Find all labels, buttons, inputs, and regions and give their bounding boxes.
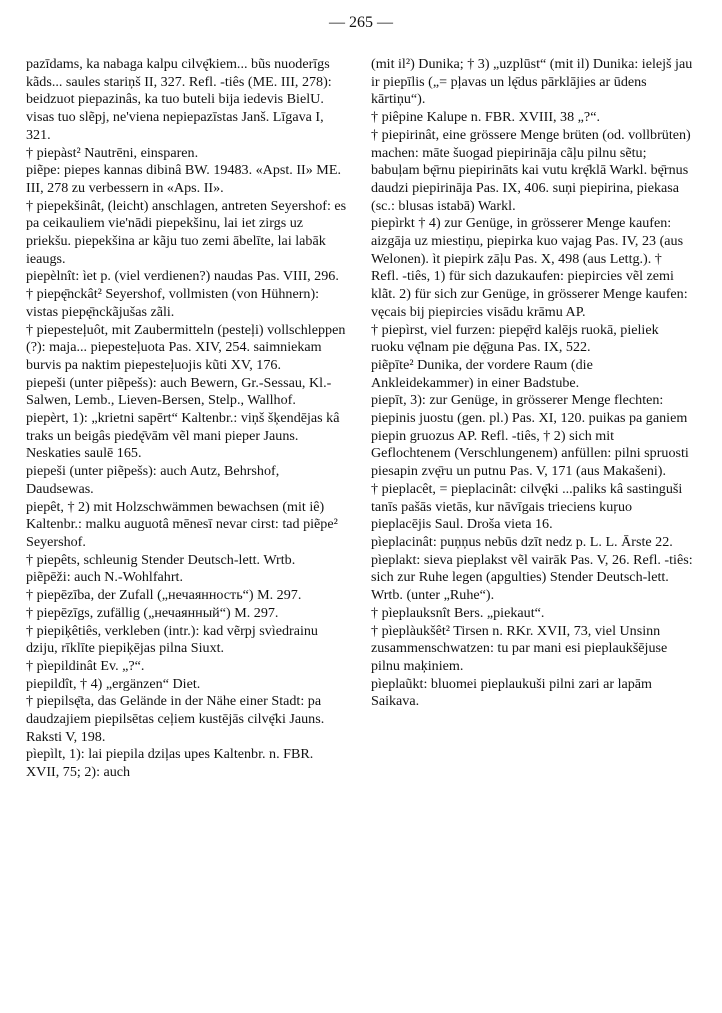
dictionary-entry: piẽpēži: auch N.-Wohlfahrt. [26,569,183,586]
dictionary-entry: † piepēzīgs, zufällig („нечаянный“) M. 297. [26,604,279,621]
dictionary-entry: piepèlnît: ìet p. (viel verdienen?) naudas Pas. VIII, 296. [26,268,339,285]
dictionary-entry: † piepekšinât, (leicht) anschlagen, antreten Seyershof: es pa ceikauliem vie'nādi piepekšinu, lai iet zirgs uz priekšu. piepekšina ar kãju tuo zemi ābelīte, lai labāk ieaugs. [26,197,347,267]
dictionary-entry: (mit il²) Dunika; † 3) „uzplūst“ (mit il) Dunika: ielejš jau ir piepīlis („= pļavas un lę̄dus pārklājies ar ūdens kārtiņu“). [371,56,693,108]
dictionary-entry: † piepìrst, viel furzen: piepę̄rd kalējs ruokā, pieliek ruoku vę̄lnam pie dę̄guna Pas. IX, 522. [371,321,659,356]
dictionary-entry: † piepēzība, der Zufall („нечаянность“) M. 297. [26,587,302,604]
dictionary-entry: † piepêts, schleunig Stender Deutsch-lett. Wrtb. [26,551,296,568]
dictionary-entry: † pieplacêt, = pieplacinât: cilvę̄ki ...paliks kâ sastinguši tanīs pašās vietās, kur nāvīgais trieciens kuŗuo pieplacējis Saul. Droša vieta 16. [371,480,683,533]
dictionary-entry: piepìrkt † 4) zur Genüge, in grösserer Menge kaufen: aizgāja uz miestiņu, piepirka kuo vajag Pas. IV, 23 (aus Welonen). ìt piepirk zāļu Pas. X, 498 (aus Lettg.). † Refl. -tiês, 1) für sich dazukaufen: piepircies vẽl zemi klãt. 2) für sich zur Genüge, in grösserer Menge kaufen: vęcais bij piepircies visādu krāmu AP. [371,215,688,320]
dictionary-entry: † pìepildinât Ev. „?“. [26,657,145,674]
dictionary-entry: † pìeplauksnît Bers. „piekaut“. [371,604,545,621]
dictionary-entry: piepeši (unter piẽpešs): auch Bewern, Gr.-Sessau, Kl.-Salwen, Lemb., Lieven-Bersen, Stelp., Wallhof. [26,374,332,409]
dictionary-entry: pìepìlt, 1): lai piepila dziļas upes Kaltenbr. n. FBR. XVII, 75; 2): auch [26,746,314,781]
page-number: — 265 — [329,14,393,31]
dictionary-entry: pazīdams, ka nabaga kalpu cilvę̄kiem... bũs nuoderīgs kãds... saules stariņš II, 327. Refl. -tiês (ME. III, 278): beidzuot piepazinâs, ka tuo buteli bija iedevis BielU. visas tuo slẽpj, ne'viena nepiepazīstas Janš. Līgava I, 321. [26,56,332,143]
dictionary-entry: piẽpe: piepes kannas dibinâ BW. 19483. «Apst. II» ME. III, 278 zu verbessern in «Aps. II». [26,162,341,196]
dictionary-entry: piepildît, † 4) „ergänzen“ Diet. [26,675,201,692]
dictionary-entry: † piepirinât, eine grössere Menge brüten (od. vollbrüten) machen: māte šuogad piepirināja cãļu pilnu sẽtu; babuļam bę̄rnu piepirināts kai vutu krę̄klā Warkl. bę̄rnus daudzi piepirināja Pas. IX, 406. suņi piepirina, piekasa (sc.: blusas istabā) Warkl. [371,126,691,214]
dictionary-entry: † piêpine Kalupe n. FBR. XVIII, 38 „?“. [371,109,600,126]
dictionary-entry: † piepiķêtiês, verkleben (intr.): kad vẽrpj svìedrainu dziju, rīklīte piepiķējas pilna Siuxt. [26,622,318,657]
dictionary-entry: † piepesteļuôt, mit Zaubermitteln (pesteļi) vollschleppen (?): maja... piepesteļuota Pas. XIV, 254. saimniekam burvis pa naktim piepesteļuojis kũti XV, 176. [26,321,346,373]
dictionary-entry: pìeplacinât: puņņus nebūs dzīt nedz p. L. L. Ārste 22. [371,533,673,550]
dictionary-entry: † piepilsę̄ta, das Gelände in der Nähe einer Stadt: pa daudzajiem piepilsētas ceļiem kustējās cilvę̄ki Jauns. Raksti V, 198. [26,693,325,745]
dictionary-entry: † pìeplàukšêt² Tirsen n. RKr. XVII, 73, viel Unsinn zusammenschwatzen: tu par mani esi pieplaukšējuse pilnu maķiniem. [371,622,668,674]
left-column [26,56,348,782]
dictionary-entry: piepèrt, 1): „krietni sapērt“ Kaltenbr.: viņš šķendējas kâ traks un beigâs piedę̄vām vẽl mani pieper Jauns. Neskaties saulē 165. [26,410,340,462]
dictionary-entry: pìeplaũkt: bluomei pieplaukuši pilni zari ar lapām Saikava. [371,675,653,710]
dictionary-entry: † piepàst² Nautrēni, einsparen. [26,144,199,161]
right-column [371,56,693,711]
dictionary-entry: piepeši (unter piẽpešs): auch Autz, Behrshof, Daudsewas. [26,463,280,497]
dictionary-entry: piẽpīte² Dunika, der vordere Raum (die Ankleidekammer) in einer Badstube. [371,356,593,391]
dictionary-entry: piepêt, † 2) mit Holzschwämmen bewachsen (mit iê) Kaltenbr.: malku auguotâ mēnesī nevar cirst: tad piẽpe² Seyershof. [26,498,338,550]
dictionary-entry: pìeplakt: sieva pieplakst vẽl vairāk Pas. V, 26. Refl. -tiês: sich zur Ruhe legen (apgulties) Stender Deutsch-lett. Wrtb. (unter „Ruhe“). [371,551,693,604]
dictionary-entry: piepīt, 3): zur Genüge, in grösserer Menge flechten: piepinis juostu (gen. pl.) Pas. XI, 120. puikas pa ganiem piepin gruozus AP. Refl. -tiês, † 2) sich mit Geflochtenem (Verschlungenem) anfüllen: pilni spruosti piesapin zvę̄ru un putnu Pas. V, 171 (aus Makašeni). [371,392,689,480]
dictionary-entry: † piepę̄nckât² Seyershof, vollmisten (von Hühnern): vistas piepę̄nckãjušas zãli. [26,286,320,320]
